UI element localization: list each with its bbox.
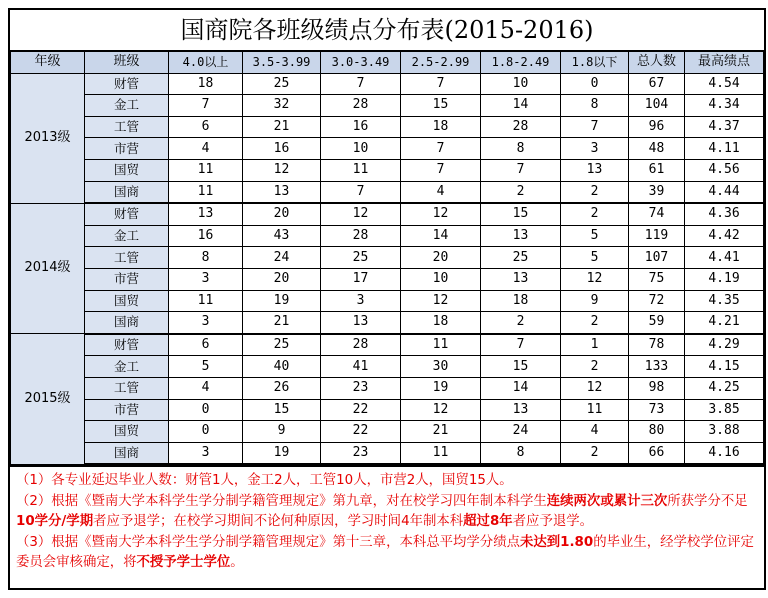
value-cell[interactable]: 24 <box>481 421 561 443</box>
value-cell[interactable]: 13 <box>321 312 401 334</box>
value-cell[interactable]: 10 <box>401 268 481 290</box>
value-cell[interactable]: 14 <box>481 377 561 399</box>
value-cell[interactable]: 11 <box>561 399 629 421</box>
year-cell[interactable]: 2015级 <box>11 334 85 465</box>
value-cell[interactable]: 0 <box>561 73 629 95</box>
class-cell[interactable]: 市营 <box>85 138 169 160</box>
value-cell[interactable]: 28 <box>321 225 401 247</box>
value-cell[interactable]: 4 <box>169 138 243 160</box>
value-cell[interactable]: 5 <box>561 225 629 247</box>
value-cell[interactable]: 3.88 <box>685 421 764 443</box>
value-cell[interactable]: 4.34 <box>685 95 764 117</box>
value-cell[interactable]: 13 <box>169 203 243 225</box>
value-cell[interactable]: 15 <box>401 95 481 117</box>
table-row <box>11 421 764 443</box>
value-cell[interactable]: 8 <box>481 442 561 464</box>
header-row <box>11 52 764 74</box>
spreadsheet <box>8 8 766 590</box>
gpa-table <box>10 51 764 465</box>
value-cell[interactable]: 4.29 <box>685 334 764 356</box>
value-cell[interactable]: 3 <box>561 138 629 160</box>
value-cell[interactable]: 18 <box>401 116 481 138</box>
table-row <box>11 334 764 356</box>
value-cell[interactable]: 133 <box>629 356 685 378</box>
value-cell[interactable]: 6 <box>169 334 243 356</box>
value-cell[interactable]: 39 <box>629 181 685 203</box>
value-cell[interactable]: 4 <box>561 421 629 443</box>
value-cell[interactable]: 16 <box>321 116 401 138</box>
value-cell[interactable]: 4.21 <box>685 312 764 334</box>
value-cell[interactable]: 12 <box>243 159 321 181</box>
table-row <box>11 116 764 138</box>
table-row <box>11 95 764 117</box>
value-cell[interactable]: 5 <box>169 356 243 378</box>
value-cell[interactable]: 2 <box>481 181 561 203</box>
class-cell[interactable]: 财管 <box>85 73 169 95</box>
table-row <box>11 138 764 160</box>
value-cell[interactable]: 15 <box>481 356 561 378</box>
class-cell[interactable]: 国商 <box>85 442 169 464</box>
value-cell[interactable]: 23 <box>321 377 401 399</box>
value-cell[interactable]: 4.11 <box>685 138 764 160</box>
table-row <box>11 442 764 464</box>
note-3: （3）根据《暨南大学本科学生学分制学籍管理规定》第十三章，本科总平均学分绩点未达到1.80的毕业生，经学校学位评定委员会审核确定，将不授予学士学位。 <box>16 534 754 570</box>
value-cell[interactable]: 25 <box>481 247 561 269</box>
value-cell[interactable]: 48 <box>629 138 685 160</box>
header-max-gpa[interactable]: 最高绩点 <box>685 52 764 74</box>
value-cell[interactable]: 18 <box>481 290 561 312</box>
value-cell[interactable]: 20 <box>243 203 321 225</box>
table-row <box>11 159 764 181</box>
value-cell[interactable]: 21 <box>243 312 321 334</box>
value-cell[interactable]: 4.44 <box>685 181 764 203</box>
value-cell[interactable]: 28 <box>321 95 401 117</box>
value-cell[interactable]: 7 <box>561 116 629 138</box>
value-cell[interactable]: 21 <box>243 116 321 138</box>
value-cell[interactable]: 7 <box>401 73 481 95</box>
year-cell[interactable]: 2014级 <box>11 203 85 334</box>
table-row <box>11 290 764 312</box>
value-cell[interactable]: 75 <box>629 268 685 290</box>
table-row <box>11 203 764 225</box>
value-cell[interactable]: 4 <box>169 377 243 399</box>
value-cell[interactable]: 9 <box>243 421 321 443</box>
value-cell[interactable]: 2 <box>561 181 629 203</box>
header-2.5[interactable]: 2.5-2.99 <box>401 52 481 74</box>
value-cell[interactable]: 61 <box>629 159 685 181</box>
value-cell[interactable]: 12 <box>561 268 629 290</box>
value-cell[interactable]: 14 <box>481 95 561 117</box>
note-2: （2）根据《暨南大学本科学生学分制学籍管理规定》第九章，对在校学习四年制本科学生连续两次或累计三次所获学分不足10学分/学期者应予退学；在校学习期间不论何种原因，学习时间4年制本科超过8年者应予退学。 <box>16 493 748 529</box>
year-cell[interactable]: 2013级 <box>11 73 85 203</box>
class-cell[interactable]: 国商 <box>85 312 169 334</box>
value-cell[interactable]: 7 <box>481 159 561 181</box>
value-cell[interactable]: 13 <box>481 225 561 247</box>
value-cell[interactable]: 4 <box>401 181 481 203</box>
value-cell[interactable]: 2 <box>481 312 561 334</box>
value-cell[interactable]: 78 <box>629 334 685 356</box>
value-cell[interactable]: 11 <box>169 290 243 312</box>
value-cell[interactable]: 23 <box>321 442 401 464</box>
value-cell[interactable]: 10 <box>481 73 561 95</box>
table-title: 国商院各班级绩点分布表(2015-2016) <box>10 10 764 51</box>
value-cell[interactable]: 16 <box>243 138 321 160</box>
value-cell[interactable]: 15 <box>481 203 561 225</box>
value-cell[interactable]: 3 <box>169 442 243 464</box>
value-cell[interactable]: 4.19 <box>685 268 764 290</box>
value-cell[interactable]: 119 <box>629 225 685 247</box>
value-cell[interactable]: 13 <box>561 159 629 181</box>
class-cell[interactable]: 市营 <box>85 399 169 421</box>
value-cell[interactable]: 11 <box>169 159 243 181</box>
value-cell[interactable]: 28 <box>321 334 401 356</box>
value-cell[interactable]: 1 <box>561 334 629 356</box>
value-cell[interactable]: 10 <box>321 138 401 160</box>
value-cell[interactable]: 26 <box>243 377 321 399</box>
value-cell[interactable]: 19 <box>243 290 321 312</box>
value-cell[interactable]: 3 <box>169 312 243 334</box>
value-cell[interactable]: 20 <box>401 247 481 269</box>
value-cell[interactable]: 16 <box>169 225 243 247</box>
table-row <box>11 268 764 290</box>
value-cell[interactable]: 8 <box>561 95 629 117</box>
value-cell[interactable]: 22 <box>321 421 401 443</box>
table-row <box>11 356 764 378</box>
class-cell[interactable]: 市营 <box>85 268 169 290</box>
header-year[interactable]: 年级 <box>11 52 85 74</box>
value-cell[interactable]: 7 <box>481 334 561 356</box>
value-cell[interactable]: 17 <box>321 268 401 290</box>
value-cell[interactable]: 11 <box>321 159 401 181</box>
value-cell[interactable]: 13 <box>243 181 321 203</box>
value-cell[interactable]: 8 <box>169 247 243 269</box>
value-cell[interactable]: 7 <box>169 95 243 117</box>
value-cell[interactable]: 7 <box>321 73 401 95</box>
value-cell[interactable]: 0 <box>169 421 243 443</box>
class-cell[interactable]: 工管 <box>85 377 169 399</box>
value-cell[interactable]: 4.16 <box>685 442 764 464</box>
table-row <box>11 73 764 95</box>
class-cell[interactable]: 财管 <box>85 334 169 356</box>
class-cell[interactable]: 工管 <box>85 116 169 138</box>
class-cell[interactable]: 国贸 <box>85 290 169 312</box>
class-cell[interactable]: 国商 <box>85 181 169 203</box>
note-1: （1）各专业延迟毕业人数：财管1人，金工2人，工管10人，市营2人，国贸15人。 <box>16 473 513 488</box>
value-cell[interactable]: 11 <box>401 442 481 464</box>
value-cell[interactable]: 4.36 <box>685 203 764 225</box>
value-cell[interactable]: 30 <box>401 356 481 378</box>
value-cell[interactable]: 13 <box>481 399 561 421</box>
table-row <box>11 312 764 334</box>
value-cell[interactable]: 4.37 <box>685 116 764 138</box>
value-cell[interactable]: 12 <box>401 399 481 421</box>
class-cell[interactable]: 国贸 <box>85 159 169 181</box>
class-cell[interactable]: 金工 <box>85 225 169 247</box>
value-cell[interactable]: 3 <box>169 268 243 290</box>
value-cell[interactable]: 2 <box>561 356 629 378</box>
value-cell[interactable]: 28 <box>481 116 561 138</box>
header-4plus[interactable]: 4.0以上 <box>169 52 243 74</box>
table-row <box>11 225 764 247</box>
value-cell[interactable]: 80 <box>629 421 685 443</box>
value-cell[interactable]: 24 <box>243 247 321 269</box>
value-cell[interactable]: 43 <box>243 225 321 247</box>
header-3.5[interactable]: 3.5-3.99 <box>243 52 321 74</box>
value-cell[interactable]: 18 <box>169 73 243 95</box>
value-cell[interactable]: 4.42 <box>685 225 764 247</box>
value-cell[interactable]: 4.54 <box>685 73 764 95</box>
value-cell[interactable]: 40 <box>243 356 321 378</box>
value-cell[interactable]: 12 <box>401 290 481 312</box>
value-cell[interactable]: 2 <box>561 203 629 225</box>
class-cell[interactable]: 国贸 <box>85 421 169 443</box>
value-cell[interactable]: 3 <box>321 290 401 312</box>
value-cell[interactable]: 19 <box>401 377 481 399</box>
value-cell[interactable]: 104 <box>629 95 685 117</box>
value-cell[interactable]: 25 <box>243 73 321 95</box>
table-row <box>11 181 764 203</box>
notes <box>10 465 764 588</box>
value-cell[interactable]: 12 <box>321 203 401 225</box>
value-cell[interactable]: 4.56 <box>685 159 764 181</box>
value-cell[interactable]: 73 <box>629 399 685 421</box>
class-cell[interactable]: 金工 <box>85 95 169 117</box>
value-cell[interactable]: 41 <box>321 356 401 378</box>
value-cell[interactable]: 67 <box>629 73 685 95</box>
value-cell[interactable]: 7 <box>321 181 401 203</box>
value-cell[interactable]: 4.35 <box>685 290 764 312</box>
value-cell[interactable]: 3.85 <box>685 399 764 421</box>
value-cell[interactable]: 12 <box>561 377 629 399</box>
value-cell[interactable]: 19 <box>243 442 321 464</box>
value-cell[interactable]: 4.15 <box>685 356 764 378</box>
value-cell[interactable]: 2 <box>561 442 629 464</box>
header-1.8[interactable]: 1.8-2.49 <box>481 52 561 74</box>
value-cell[interactable]: 2 <box>561 312 629 334</box>
header-total[interactable]: 总人数 <box>629 52 685 74</box>
value-cell[interactable]: 66 <box>629 442 685 464</box>
value-cell[interactable]: 5 <box>561 247 629 269</box>
class-cell[interactable]: 工管 <box>85 247 169 269</box>
value-cell[interactable]: 72 <box>629 290 685 312</box>
value-cell[interactable]: 74 <box>629 203 685 225</box>
value-cell[interactable]: 107 <box>629 247 685 269</box>
value-cell[interactable]: 11 <box>401 334 481 356</box>
value-cell[interactable]: 8 <box>481 138 561 160</box>
header-below-1.8[interactable]: 1.8以下 <box>561 52 629 74</box>
table-row <box>11 377 764 399</box>
value-cell[interactable]: 32 <box>243 95 321 117</box>
value-cell[interactable]: 4.41 <box>685 247 764 269</box>
value-cell[interactable]: 12 <box>401 203 481 225</box>
value-cell[interactable]: 20 <box>243 268 321 290</box>
value-cell[interactable]: 0 <box>169 399 243 421</box>
class-cell[interactable]: 财管 <box>85 203 169 225</box>
value-cell[interactable]: 25 <box>321 247 401 269</box>
value-cell[interactable]: 59 <box>629 312 685 334</box>
value-cell[interactable]: 22 <box>321 399 401 421</box>
table-row <box>11 247 764 269</box>
value-cell[interactable]: 7 <box>401 159 481 181</box>
value-cell[interactable]: 21 <box>401 421 481 443</box>
value-cell[interactable]: 6 <box>169 116 243 138</box>
value-cell[interactable]: 15 <box>243 399 321 421</box>
value-cell[interactable]: 4.25 <box>685 377 764 399</box>
value-cell[interactable]: 18 <box>401 312 481 334</box>
header-class[interactable]: 班级 <box>85 52 169 74</box>
value-cell[interactable]: 25 <box>243 334 321 356</box>
table-row <box>11 399 764 421</box>
value-cell[interactable]: 13 <box>481 268 561 290</box>
value-cell[interactable]: 9 <box>561 290 629 312</box>
value-cell[interactable]: 7 <box>401 138 481 160</box>
class-cell[interactable]: 金工 <box>85 356 169 378</box>
value-cell[interactable]: 11 <box>169 181 243 203</box>
value-cell[interactable]: 98 <box>629 377 685 399</box>
value-cell[interactable]: 96 <box>629 116 685 138</box>
header-3.0[interactable]: 3.0-3.49 <box>321 52 401 74</box>
value-cell[interactable]: 14 <box>401 225 481 247</box>
